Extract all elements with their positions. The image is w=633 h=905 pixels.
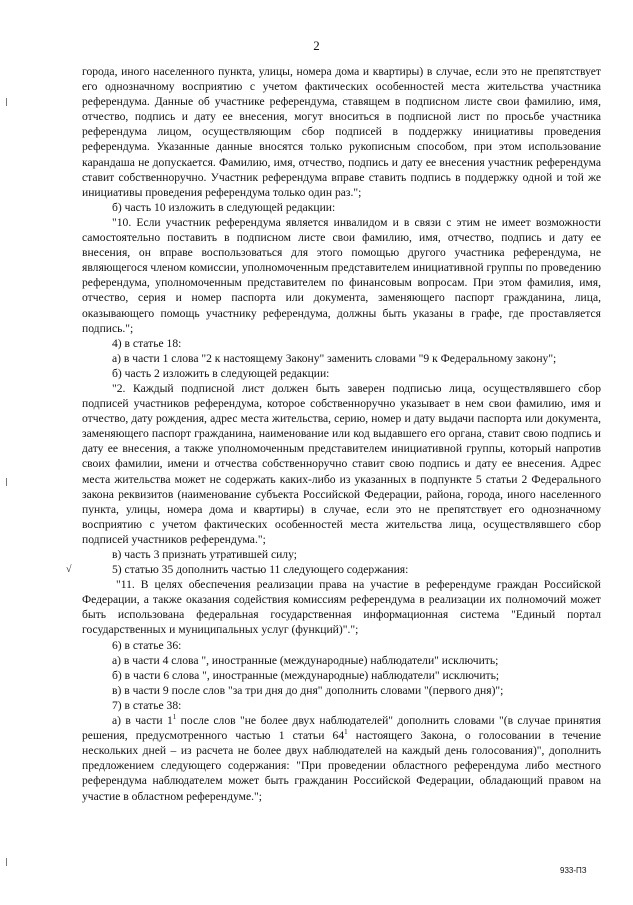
paragraph-item-7a xyxy=(82,713,601,804)
paragraph-item-6v: в) в части 9 после слов "за три дня до дня" дополнить словами "(первого дня)"; xyxy=(112,683,504,697)
paragraph-part11-text: "11. В целях обеспечения реализации права на участие в референдуме граждан Российской Федерации, а также оказания содействия комиссиям референдума в реализации их полномочий может быть использована федеральная государственная информационная система "Единый портал государственных и муниципальных услуг (функций)"."; xyxy=(82,578,601,637)
document-body xyxy=(66,64,602,804)
item-7a-part-a: а) в части 1 xyxy=(112,714,173,728)
paragraph-item-7: 7) в статье 38: xyxy=(112,698,182,712)
paragraph-part2-text: "2. Каждый подписной лист должен быть заверен подписью лица, осуществлявшего сбор подписей участников референдума, которое собственноручно указывает в нем свои фамилию, имя и отчество, дату рождения, адрес места жительства, серию, номер и дату выдачи паспорта или документа, заменяющего паспорт гражданина, наименование или код выдавшего его органа, ставит свою подпись и дату ее внесения, а также уполномоченным представителем инициативной группы, который напротив своих фамилии, имени и отчества собственноручно ставит свою подпись и дату ее внесения. Адрес места жительства может не содержать каких-либо из указанных в подпункте 5 статьи 2 Федерального закона реквизитов (наименование субъекта Российской Федерации, района, города, иного населенного пункта, улицы, номера дома и квартиры) в случае, если это не препятствует его однозначному восприятию с учетом фактических особенностей места жительства лица, осуществлявшего сбор подписей участников референдума."; xyxy=(82,381,601,546)
paragraph-item-6a: а) в части 4 слова ", иностранные (международные) наблюдатели" исключить; xyxy=(112,653,499,667)
paragraph-part10-text: "10. Если участник референдума является инвалидом и в связи с этим не имеет возможности самостоятельно поставить в подписном листе свои фамилию, имя, отчество, подпись и дату ее внесения, он вправе воспользоваться для этого помощью другого участника референдума, не являющегося членом комиссии, уполномоченным представителем инициативной группы по проведению референдума, уполномоченным представителем по финансовым вопросам. При этом фамилия, имя, отчество, серия и номер паспорта или документа, заменяющего паспорт гражданина, лица, оказывающего помощь участнику референдума, должны быть указаны в графе, где проставляется подпись."; xyxy=(82,215,602,335)
scan-edge-mark xyxy=(6,478,7,486)
paragraph-item-6b: б) в части 6 слова ", иностранные (международные) наблюдатели" исключить; xyxy=(112,668,500,682)
scan-edge-mark xyxy=(6,858,7,866)
paragraph-item-b-part10: б) часть 10 изложить в следующей редакции: xyxy=(112,200,336,214)
footer-code: 933-ПЗ xyxy=(560,866,587,875)
superscript-1: 1 xyxy=(172,713,177,722)
paragraph-item-4a: а) в части 1 слова "2 к настоящему Закону" заменить словами "9 к Федеральному закону"; xyxy=(112,351,557,365)
item-7a-part-b: после слов "не более двух наблюдателей" дополнить словами "(в случае принятия решения, предусмотренного частью 1 статьи 64 xyxy=(82,714,601,743)
item-7a-part-c: настоящего Закона, о голосовании в течение нескольких дней – из расчета не более двух наблюдателей на каждый день голосования)", дополнить предложением следующего содержания: "При проведении областного референдума либо местного референдума наблюдателем может быть гражданин Российской Федерации, обладающий правом на участие в областном референдуме."; xyxy=(82,729,602,803)
scan-edge-mark xyxy=(6,98,7,106)
paragraph-item-4: 4) в статье 18: xyxy=(112,336,182,350)
paragraph-item-4b: б) часть 2 изложить в следующей редакции: xyxy=(112,366,330,380)
paragraph-continuation: города, иного населенного пункта, улицы, номера дома и квартиры) в случае, если это не препятствует его однозначному восприятию с учетом фактических особенностей места жительства участника референдума. Данные об участнике референдума, ставящем в подписном листе свои фамилию, имя, отчество, подпись и дату ее внесения, могут вноситься в подписной лист по просьбе участника референдума лицом, осуществляющим сбор подписей в поддержку инициативы проведения референдума. Указанные данные вносятся только рукописным способом, при этом использование карандаша не допускается. Фамилию, имя, отчество, подпись и дату ее внесения участник референдума ставит собственноручно. Участник референдума вправе ставить подпись в поддержку одной и той же инициативы проведения референдума только один раз."; xyxy=(82,65,601,199)
superscript-64-1: 1 xyxy=(344,728,348,737)
page-number: 2 xyxy=(313,38,320,53)
paragraph-item-5: 5) статью 35 дополнить частью 11 следующего содержания: xyxy=(112,563,409,577)
checkmark-annotation: √ xyxy=(66,564,72,576)
paragraph-item-4v: в) часть 3 признать утратившей силу; xyxy=(112,548,297,561)
paragraph-item-6: 6) в статье 36: xyxy=(112,638,182,652)
